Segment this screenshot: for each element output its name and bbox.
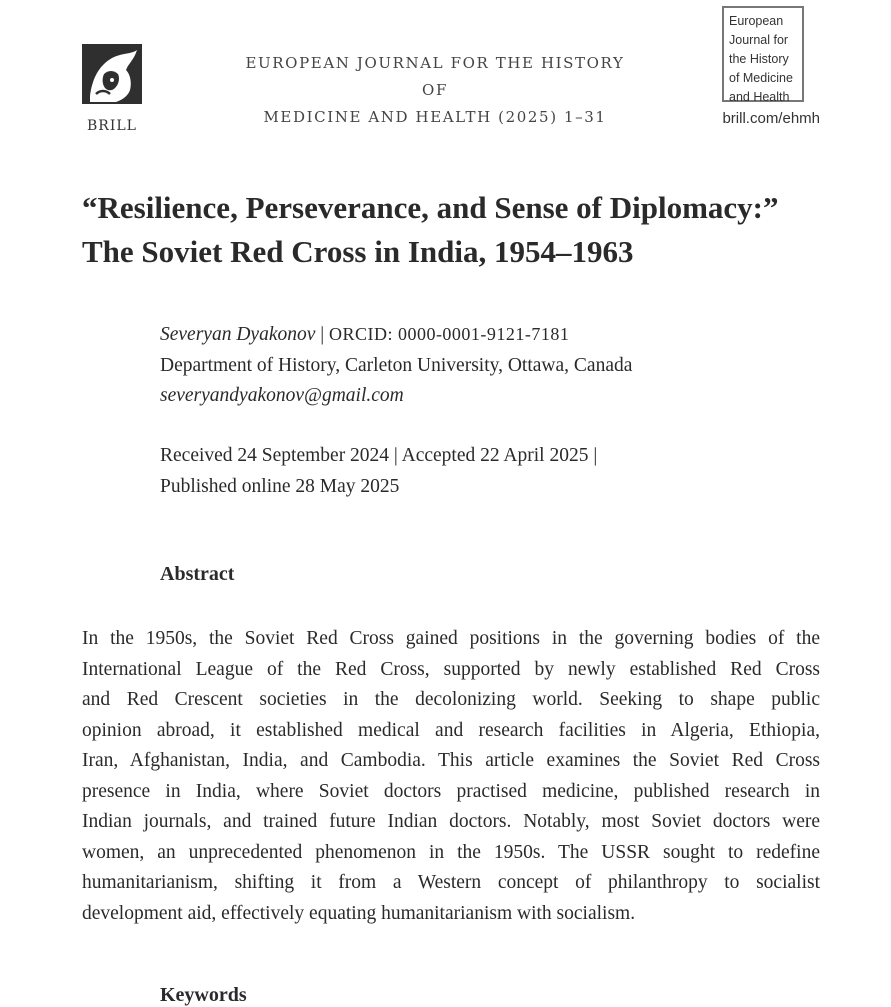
orcid-link[interactable]: 0000-0001-9121-7181 [397, 324, 570, 344]
article-title-line-2: The Soviet Red Cross in India, 1954–1963 [82, 234, 634, 269]
journal-header [230, 50, 640, 131]
journal-cover-box [722, 6, 804, 102]
abstract-line: humanitarianism, shifting it from a Western concept of philanthropy to socialist [82, 872, 820, 893]
author-affiliation: Department of History, Carleton University, Ottawa, Canada [160, 354, 633, 376]
publication-dates [160, 441, 820, 502]
abstract-line: development aid, effectively equating humanitarianism with socialism. [82, 902, 636, 924]
author-line [160, 319, 820, 351]
journal-box-line: European [729, 14, 784, 28]
abstract-text [82, 624, 820, 929]
dates-line-2: Published online 28 May 2025 [160, 475, 400, 497]
separator: | [320, 324, 325, 345]
abstract-line: Iran, Afghanistan, India, and Cambodia. This article examines the Soviet Red Cross [82, 750, 820, 771]
author-block [160, 319, 820, 412]
journal-box-line: of Medicine [729, 71, 793, 85]
dates-line-1: Received 24 September 2024 | Accepted 22 April 2025 | [160, 445, 598, 466]
author-email-link[interactable]: severyandyakonov@gmail.com [160, 385, 404, 406]
abstract-line: Indian journals, and trained future Indian doctors. Notably, most Soviet doctors were [82, 811, 820, 832]
orcid-label: ORCID: [329, 324, 394, 344]
article-title-line-1: “Resilience, Perseverance, and Sense of Diplomacy:” [82, 190, 779, 225]
abstract-heading: Abstract [160, 563, 235, 585]
abstract-line: International League of the Red Cross, supported by newly established Red Cross [82, 658, 820, 680]
brill-athena-icon [82, 44, 142, 104]
publisher-name: BRILL [87, 118, 137, 134]
journal-box-line: and Health [729, 90, 790, 104]
journal-header-line-1: EUROPEAN JOURNAL FOR THE HISTORY OF [245, 54, 625, 99]
abstract-line: opinion abroad, it established medical and research facilities in Algeria, Ethiopia, [82, 719, 820, 741]
abstract-line: presence in India, where Soviet doctors practised medicine, published research in [82, 780, 820, 802]
brill-logo [82, 44, 142, 134]
abstract-line: In the 1950s, the Soviet Red Cross gained positions in the governing bodies of the [82, 628, 820, 649]
abstract-line: and Red Crescent societies in the decolonizing world. Seeking to shape public [82, 689, 820, 710]
keywords-heading: Keywords [160, 984, 247, 1006]
journal-header-line-2: MEDICINE AND HEALTH (2025) 1–31 [263, 108, 607, 126]
article-title [82, 186, 842, 274]
author-name: Severyan Dyakonov [160, 324, 316, 345]
abstract-line: women, an unprecedented phenomenon in the 1950s. The USSR sought to redefine [82, 841, 820, 863]
journal-box-line: the History [729, 52, 789, 66]
journal-url-link[interactable]: brill.com/ehmh [722, 110, 820, 127]
journal-box-line: Journal for [729, 33, 789, 47]
